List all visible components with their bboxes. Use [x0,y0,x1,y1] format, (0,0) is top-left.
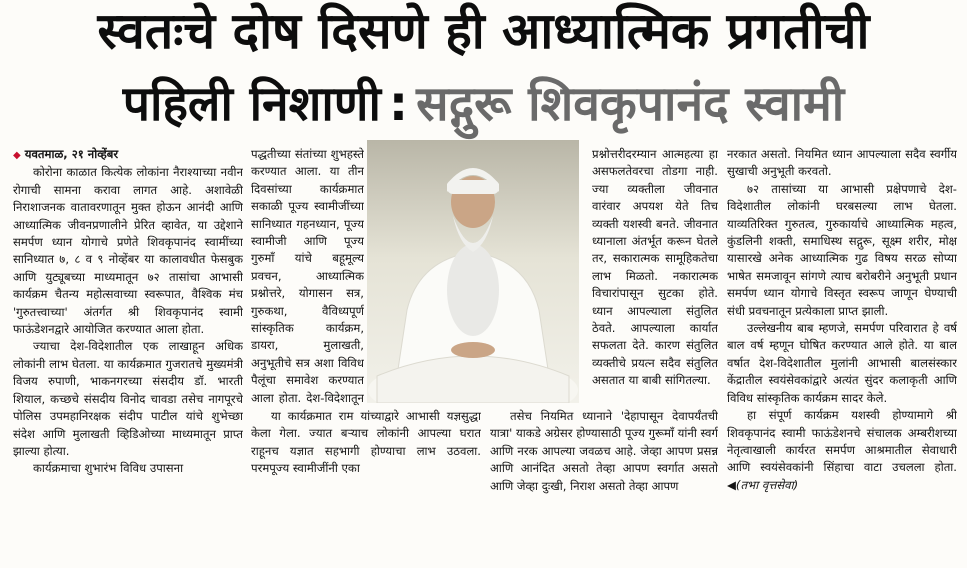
paragraph: उल्लेखनीय बाब म्हणजे, समर्पण परिवारात हे वर्ष बाल वर्ष म्हणून घोषित करण्यात आले होते. या बाल वर्षात देश-विदेशातील मुलांनी आभासी बालसंस्कार केंद्रातील स्वयंसेवकांद्वारे अत्यंत सुंदर कलाकृती आणि विविध सांस्कृतिक कार्यक्रम सादर केले. [727,321,957,405]
headline-byline: सद्गुरू शिवकृपानंद स्वामी [416,76,845,132]
article-column-3 [592,146,718,408]
article-column-2-lower [251,408,481,562]
paragraph: ७२ तासांच्या या आभासी प्रक्षेपणाचे देश-विदेशातील लोकांनी घरबसल्या लाभ घेतला. याव्यतिरिक्त गुरुतत्व, गुरुकार्याचे आध्यात्मिक महत्व, कुंडलिनी शक्ती, समाधिस्थ सद्गुरू, सूक्ष्म शरीर, मोक्ष यासारखे अनेक आध्यात्मिक गुढ विषय सरळ सोप्या भाषेत समजावून सांगणे त्याच बरोबरीने अनुभूती प्रधान समर्पण ध्यान योगाचे विस्तृत स्वरूप जाणून घेण्याची संधी प्रवचनातून प्रत्येकाला प्राप्त झाली. [727,181,957,318]
paragraph: या कार्यक्रमात राम यांच्याद्वारे आभासी यज्ञसुद्धा केला गेला. ज्यात बऱ्याच लोकांनी आपल्या घरात राहूनच यज्ञात सहभागी होण्याचा लाभ उठवला. परमपूज्य स्वामीजींनी एका [251,409,481,476]
article-column-4 [727,146,957,562]
guru-photo [367,140,579,403]
paragraph: नरकात असतो. नियमित ध्यान आपल्याला सदैव स्वर्गीय सुखाची अनुभूती करवतो. [727,147,957,179]
end-marker-icon: ◀ [727,477,736,492]
headline-line-1: स्वतःचे दोष दिसणे ही आध्यात्मिक प्रगतीची [97,2,870,60]
paragraph: कोरोना काळात कित्येक लोकांना नैराश्याच्या नवीन रोगाची सामना करावा लागत आहे. अशावेळी निराशाजनक वातावरणातून मुक्त होऊन आनंदी आणि आध्यात्मिक जीवनप्रणालीने प्रेरित व्हावेत, या उद्देशाने समर्पण ध्यान योगाचे प्रणेते शिवकृपानंद स्वामींच्या सानिध्यात ७, ८ व ९ नोव्हेंबर या कालावधीत फेसबुक आणि युट्यूबच्या माध्यमातून ७२ तासांचा आभासी कार्यक्रम चैतन्य महोत्सवाच्या स्वरूपात, वैश्विक मंच 'गुरुतत्त्वाच्या' अंतर्गत श्री शिवकृपानंद स्वामी फाऊंडेशनद्वारे आयोजित करण्यात आला होता. [13,165,243,337]
dateline-text: यवतमाळ, २१ नोव्हेंबर [24,147,119,161]
paragraph: कार्यक्रमाचा शुभारंभ विविध उपासना [33,461,184,476]
headline-main: पहिली निशाणी [122,76,381,132]
meditating-guru-icon [367,140,579,403]
paragraph: प्रश्नोत्तरीदरम्यान आत्महत्या हा असफलतेवरचा तोडगा नाही. ज्या व्यक्तीला जीवनात वारंवार अपयश येते तिच व्यक्ती यशस्वी बनते. जीवनात ध्यानाला अंतर्भूत करून घेतले तर, सकारात्मक सामूहिकतेचा लाभ मिळतो. नकारात्मक विचारांपासून सुटका होते. ध्यान आपल्याला संतुलित ठेवते. आपल्याला कार्यात सफलता देते. कारण संतुलित व्यक्तीचे प्रयत्न सदैव संतुलित असतात या बाबी सांगितल्या. [592,147,718,388]
paragraph: पद्धतीच्या संतांच्या शुभहस्ते करण्यात आला. या तीन दिवसांच्या कार्यक्रमात सकाळी पूज्य स्वामीजींच्या सानिध्यात गहनध्यान, पूज्य स्वामीजी आणि पूज्य गुरुमाँ यांचे बहूमूल्य प्रवचन, आध्यात्मिक प्रश्नोत्तरे, योगासन सत्र, गुरुकथा, वैविध्यपूर्ण सांस्कृतिक कार्यक्रम, डायरा, मुलाखती, अनुभूतीचे सत्र अशा विविध पैलूंचा समावेश करण्यात आला होता. देश-विदेशातून [251,147,364,405]
dateline-bullet-icon: ◆ [13,150,21,161]
paragraph [727,407,957,494]
paragraph: तसेच नियमित ध्यानाने 'देहापासून देवापर्यंतची यात्रा' याकडे अग्रेसर होण्यासाठी पूज्य गुरूमाँ यांनी स्वर्ग आणि नरक आपल्या जवळच आहे. जेव्हा आपण प्रसन्न आणि आनंदित असतो तेव्हा आपण स्वर्गात असतो आणि जेव्हा दुःखी, निराश असतो तेव्हा आपण [490,409,718,493]
article-column-2 [251,146,364,408]
closing-text: हा संपूर्ण कार्यक्रम यशस्वी होण्यामागे श्री शिवकृपानंद स्वामी फाऊंडेशनचे संचालक अम्बरीशच्या नेतृत्वाखाली कार्यरत समर्पण आश्रमातील सेवाधारी आणि स्वयंसेवकांनी सिंहाचा वाटा उचलला होता. [727,408,957,475]
headline-separator: : [388,76,409,132]
dateline [13,146,243,164]
article-column-1 [13,146,243,562]
article-column-3-lower [490,408,718,562]
news-credit: (तभा वृत्तसेवा) [735,477,799,492]
headline-line-2 [0,76,967,132]
paragraph: ज्याचा देश-विदेशातील एक लाखाहून अधिक लोकांनी लाभ घेतला. या कार्यक्रमात गुजरातचे मुख्यमंत्री विजय रुपाणी, भाकनगरच्या संसदीय डॉ. भारती शियाल, कच्छचे संसदीय विनोद चावडा तसेच नागपूरचे पोलिस उपमहानिरक्षक संदीप पाटील यांचे शुभेच्छा संदेश आणि मुलाखती व्हिडिओच्या माध्यमातून प्राप्त झाल्या होत्या. [13,339,243,458]
